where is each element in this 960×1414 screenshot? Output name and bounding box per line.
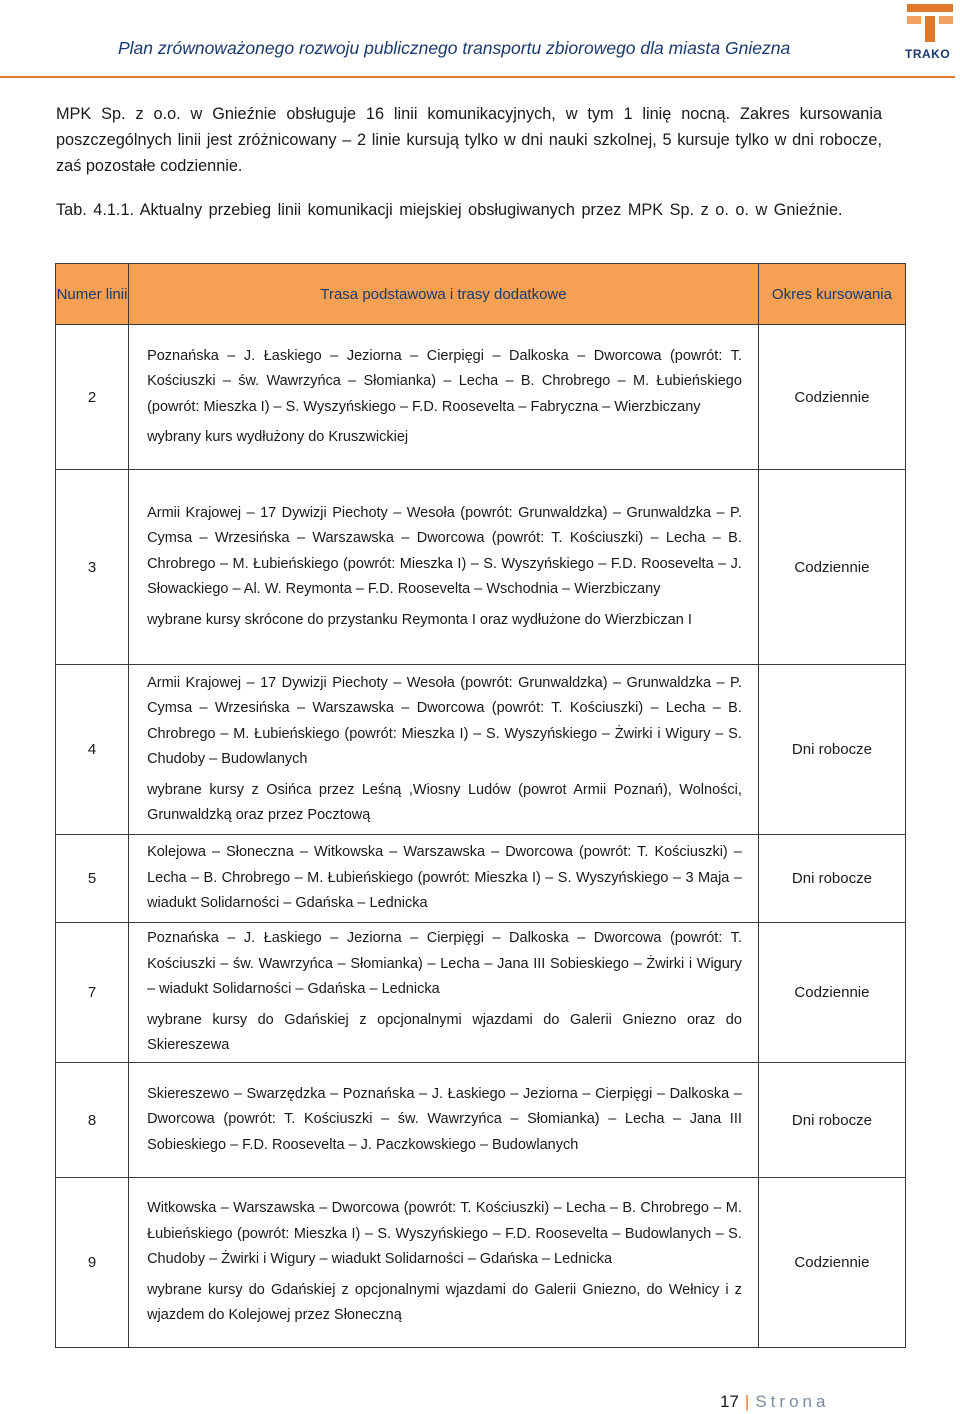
line-number: 8 bbox=[56, 1063, 129, 1178]
route-cell bbox=[129, 1063, 759, 1178]
line-number: 4 bbox=[56, 665, 129, 835]
period-cell: Dni robocze bbox=[758, 1063, 905, 1178]
table-row bbox=[56, 470, 906, 665]
route-main: Armii Krajowej – 17 Dywizji Piechoty – Wesoła (powrót: Grunwaldzka) – Grunwaldzka – P. Cymsa – Wrzesińska – Warszawska – Dworcowa (powrót: T. Kościuszki) – Lecha – B. Chrobrego – M. Łubieńskiego (powrót: Mieszka I) – S. Wyszyńskiego – F.D. Roosevelta – J. Słowackiego – Al. W. Reymonta – F.D. Roosevelta – Wschodnia – Wierzbiczany bbox=[147, 504, 742, 598]
page-footer bbox=[720, 1392, 829, 1412]
table-caption: Tab. 4.1.1. Aktualny przebieg linii komunikacji miejskiej obsługiwanych przez MPK Sp. z o. o. w Gnieźnie. bbox=[56, 201, 843, 219]
route-extra: wybrane kursy skrócone do przystanku Reymonta I oraz wydłużone do Wierzbiczan I bbox=[147, 611, 692, 628]
route-extra: wybrane kursy z Osińca przez Leśną ,Wiosny Ludów (powrot Armii Poznań), Wolności, Grunwaldzką oraz przez Pocztową bbox=[147, 781, 742, 823]
header-period: Okres kursowania bbox=[758, 264, 905, 325]
route-main: Armii Krajowej – 17 Dywizji Piechoty – Wesoła (powrót: Grunwaldzka) – Grunwaldzka – P. Cymsa – Wrzesińska – Warszawska – Dworcowa (powrót: T. Kościuszki) – Lecha – B. Chrobrego – M. Łubieńskiego (powrót: Mieszka I) – S. Wyszyńskiego – Żwirki i Wigury – S. Chudoby – Budowlanych bbox=[147, 674, 742, 767]
route-extra: wybrane kursy do Gdańskiej z opcjonalnymi wjazdami do Galerii Gniezno, do Wełnicy i z wjazdem do Kolejowej przez Słoneczną bbox=[147, 1281, 742, 1324]
logo-text: TRAKO bbox=[905, 47, 951, 61]
period-cell: Codziennie bbox=[758, 923, 905, 1063]
route-main: Poznańska – J. Łaskiego – Jeziorna – Cierpięgi – Dalkoska – Dworcowa (powrót: T. Kościuszki – św. Wawrzyńca – Słomianka) – Lecha – B. Chrobrego – M. Łubieńskiego (powrót: Mieszka I) – S. Wyszyńskiego – F.D. Roosevelta – Fabryczna – Wierzbiczany bbox=[147, 347, 742, 415]
line-number: 3 bbox=[56, 470, 129, 665]
table-row bbox=[56, 665, 906, 835]
line-number: 2 bbox=[56, 325, 129, 470]
line-number: 5 bbox=[56, 835, 129, 923]
header-number: Numer linii bbox=[56, 264, 129, 325]
route-main: Kolejowa – Słoneczna – Witkowska – Warszawska – Dworcowa (powrót: T. Kościuszki) – Lecha – B. Chrobrego – M. Łubieńskiego (powrót: Mieszka I) – S. Wyszyńskiego – 3 Maja – wiadukt Solidarności – Gdańska – Lednicka bbox=[147, 844, 742, 912]
table-header-row bbox=[56, 264, 906, 325]
route-extra: wybrany kurs wydłużony do Kruszwickiej bbox=[147, 429, 409, 445]
footer-separator: | bbox=[744, 1392, 750, 1411]
line-number: 9 bbox=[56, 1178, 129, 1348]
route-main: Witkowska – Warszawska – Dworcowa (powrót: T. Kościuszki) – Lecha – B. Chrobrego – M. Łubieńskiego (powrót: Mieszka I) – S. Wyszyńskiego – F.D. Roosevelta – Budowlanych – S. Chudoby – Żwirki i Wigury – wiadukt Solidarności – Gdańska – Lednicka bbox=[147, 1200, 742, 1268]
header-route: Trasa podstawowa i trasy dodatkowe bbox=[129, 264, 759, 325]
route-main: Skiereszewo – Swarzędzka – Poznańska – J. Łaskiego – Jeziorna – Cierpięgi – Dalkoska – Dworcowa (powrót: T. Kościuszki – św. Wawrzyńca – Słomianka) – Lecha – Jana III Sobieskiego – F.D. Roosevelta – J. Paczkowskiego – Budowlanych bbox=[147, 1085, 742, 1153]
table-row bbox=[56, 835, 906, 923]
page-word: Strona bbox=[755, 1392, 830, 1411]
document-title: Plan zrównoważonego rozwoju publicznego transportu zbiorowego dla miasta Gniezna bbox=[118, 38, 791, 58]
route-cell bbox=[129, 325, 759, 470]
route-cell bbox=[129, 1178, 759, 1348]
page-header bbox=[0, 0, 960, 80]
table-row bbox=[56, 923, 906, 1063]
route-cell bbox=[129, 923, 759, 1063]
table-row bbox=[56, 1178, 906, 1348]
table-row bbox=[56, 1063, 906, 1178]
period-cell: Codziennie bbox=[758, 1178, 905, 1348]
route-cell bbox=[129, 470, 759, 665]
header-divider bbox=[0, 76, 955, 78]
table-row bbox=[56, 325, 906, 470]
intro-paragraph: MPK Sp. z o.o. w Gnieźnie obsługuje 16 linii komunikacyjnych, w tym 1 linię nocną. Zakres kursowania poszczególnych linii jest zróżnicowany – 2 linie kursują tylko w dni nauki szkolnej, 5 kursuje tylko w dni robocze, zaś pozostałe codziennie. bbox=[56, 105, 882, 175]
route-main: Poznańska – J. Łaskiego – Jeziorna – Cierpięgi – Dalkoska – Dworcowa (powrót: T. Kościuszki – św. Wawrzyńca – Słomianka) – Lecha – Jana III Sobieskiego – Żwirki i Wigury – wiadukt Solidarności – Gdańska – Lednicka bbox=[147, 930, 742, 998]
period-cell: Codziennie bbox=[758, 470, 905, 665]
route-cell bbox=[129, 665, 759, 835]
period-cell: Codziennie bbox=[758, 325, 905, 470]
period-cell: Dni robocze bbox=[758, 665, 905, 835]
period-cell: Dni robocze bbox=[758, 835, 905, 923]
page-number: 17 bbox=[720, 1392, 739, 1411]
routes-table bbox=[55, 263, 906, 1348]
route-cell bbox=[129, 835, 759, 923]
route-extra: wybrane kursy do Gdańskiej z opcjonalnymi wjazdami do Galerii Gniezno oraz do Skiereszewa bbox=[147, 1011, 742, 1054]
line-number: 7 bbox=[56, 923, 129, 1063]
